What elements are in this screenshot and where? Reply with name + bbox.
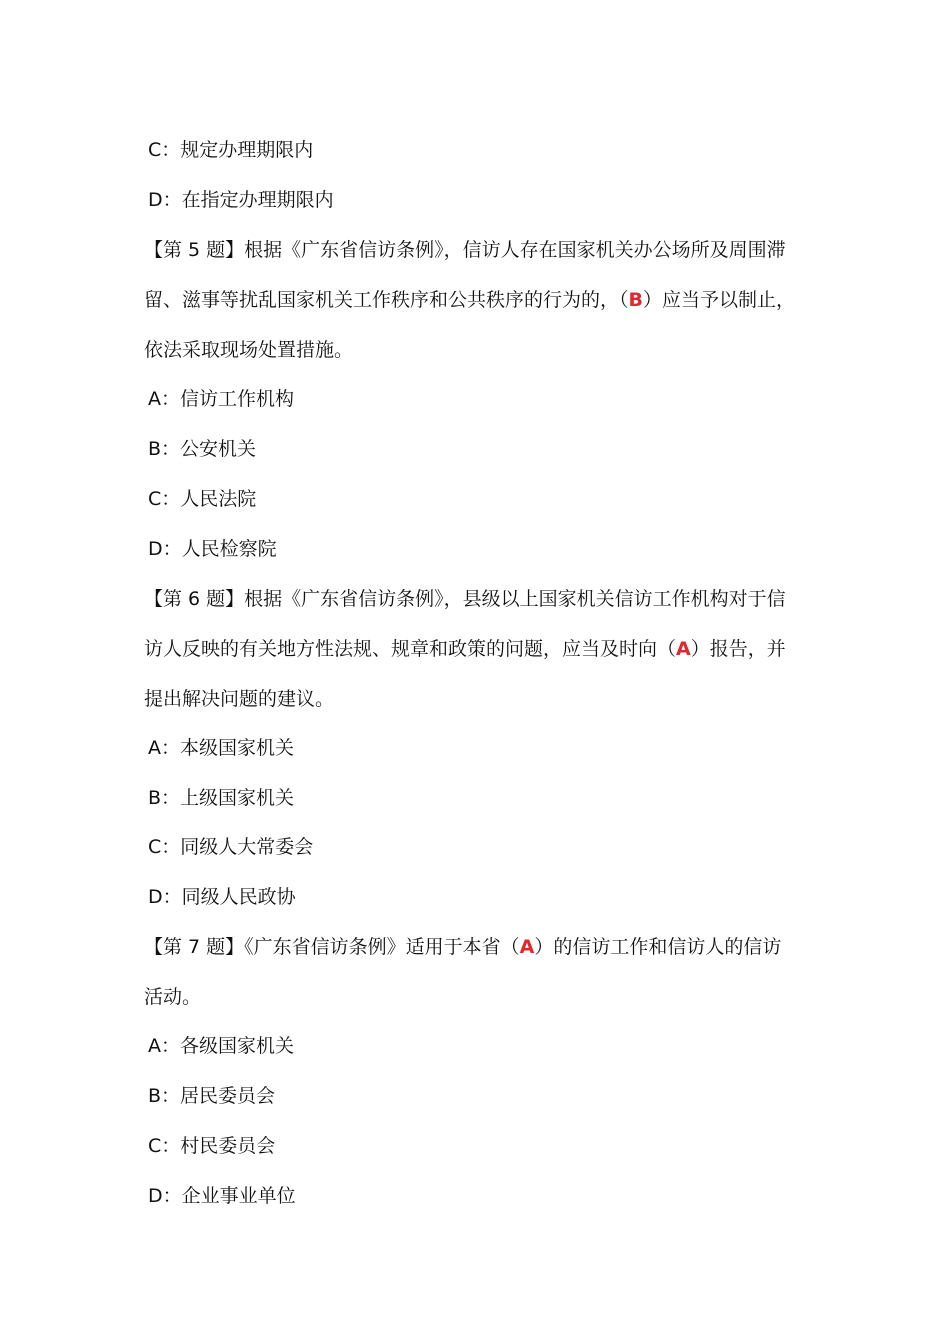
question-text: ）的信访工作和信访人的信访 (534, 936, 782, 958)
q5-option-b: B：公安机关 (148, 438, 257, 460)
answer-mark: B (628, 289, 643, 311)
question-text: ）应当予以制止， (643, 289, 796, 311)
question-5-text-line3: 依法采取现场处置措施。 (144, 339, 354, 361)
question-text: 留、滋事等扰乱国家机关工作秩序和公共秩序的行为的，（ (144, 289, 629, 311)
q7-option-d: D：企业事业单位 (148, 1185, 296, 1207)
q6-option-c: C：同级人大常委会 (148, 836, 314, 858)
q5-option-c: C：人民法院 (148, 488, 257, 510)
question-7-text-line2: 活动。 (144, 986, 202, 1008)
question-text: 【第 7 题】《广东省信访条例》适用于本省（ (144, 936, 520, 958)
q5-option-d: D：人民检察院 (148, 538, 277, 560)
question-text: 访人反映的有关地方性法规、规章和政策的问题，应当及时向（ (144, 638, 677, 660)
answer-mark: A (676, 638, 691, 660)
option-d: D：在指定办理期限内 (148, 189, 334, 211)
q6-option-b: B：上级国家机关 (148, 787, 295, 809)
q7-option-c: C：村民委员会 (148, 1135, 276, 1157)
question-5-text-line2 (144, 287, 795, 313)
q5-option-a: A：信访工作机构 (148, 388, 294, 410)
q7-option-a: A：各级国家机关 (148, 1035, 294, 1057)
question-6-text: 【第 6 题】根据《广东省信访条例》，县级以上国家机关信访工作机构对于信 (144, 588, 786, 610)
question-text: ）报告，并 (690, 638, 786, 660)
question-6-text-line2 (144, 636, 786, 662)
q6-option-a: A：本级国家机关 (148, 737, 294, 759)
q6-option-d: D：同级人民政协 (148, 886, 296, 908)
answer-mark: A (519, 936, 535, 958)
q7-option-b: B：居民委员会 (148, 1085, 276, 1107)
question-6-text-line3: 提出解决问题的建议。 (144, 688, 335, 710)
option-c: C：规定办理期限内 (148, 139, 314, 161)
question-5-text: 【第 5 题】根据《广东省信访条例》，信访人存在国家机关办公场所及周围滞 (144, 239, 786, 261)
question-7-text (144, 934, 781, 960)
